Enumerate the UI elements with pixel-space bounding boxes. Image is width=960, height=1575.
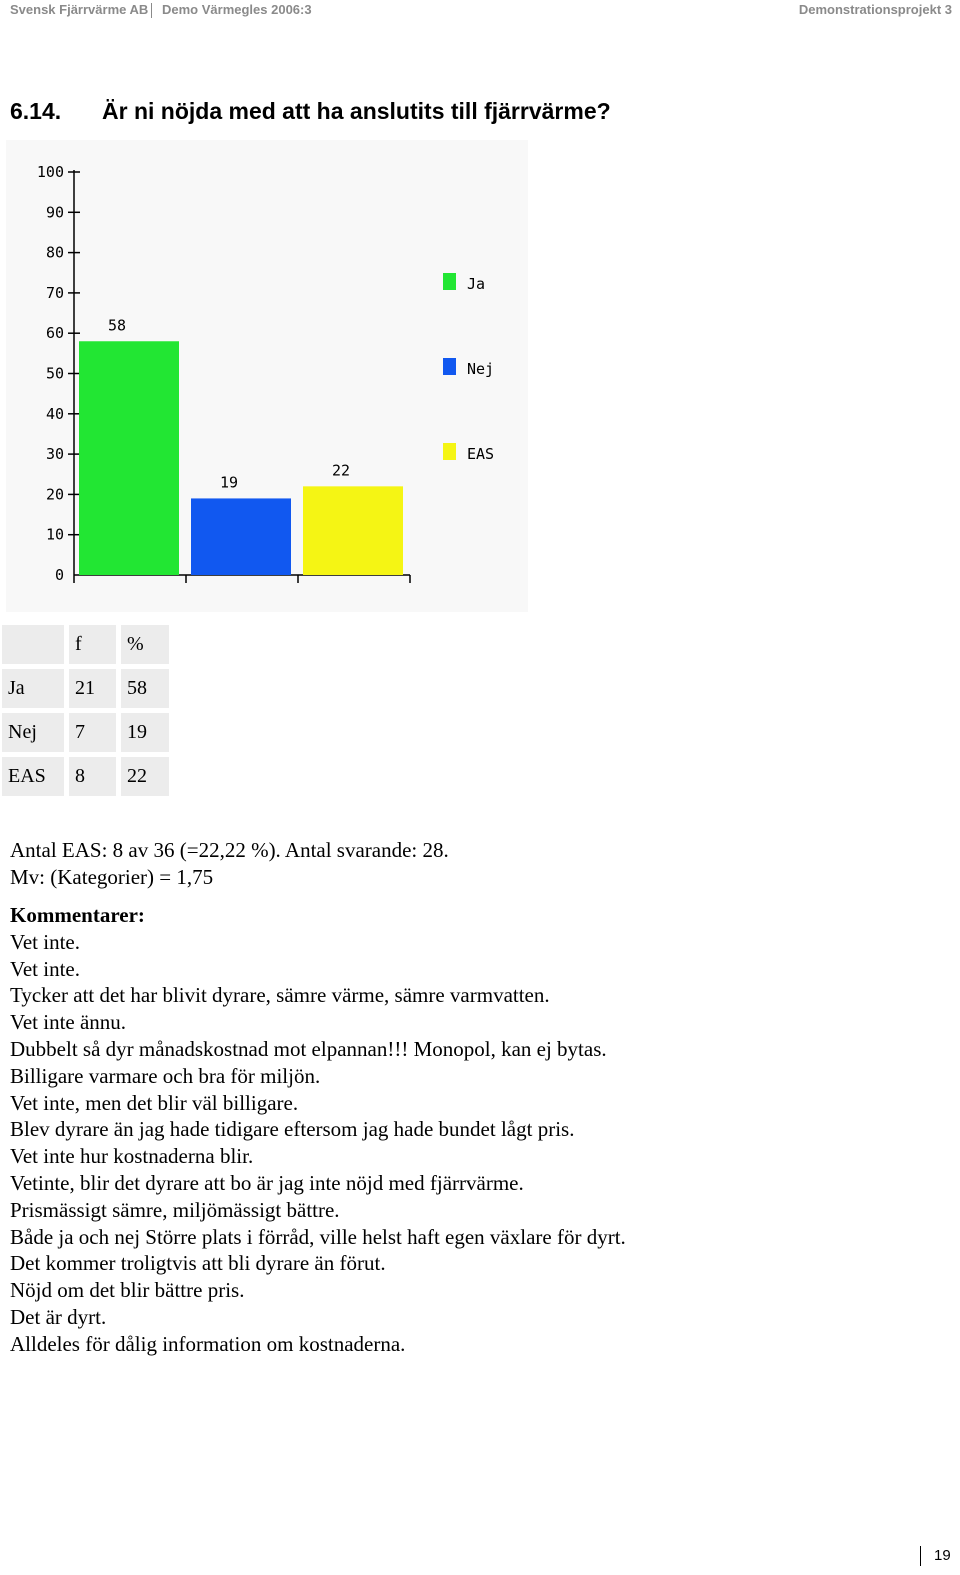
- bar-nej: [191, 498, 291, 575]
- comment-item: Dubbelt så dyr månadskostnad mot elpannan!!! Monopol, kan ej bytas.: [10, 1036, 607, 1061]
- y-tick-label: 50: [45, 364, 64, 383]
- comment-item: Vet inte hur kostnaderna blir.: [10, 1144, 254, 1169]
- legend-swatch: [443, 358, 456, 375]
- legend-swatch: [443, 443, 456, 460]
- data-label: 22: [331, 461, 351, 480]
- comment-item: Vetinte, blir det dyrare att bo är jag inte nöjd med fjärrvärme.: [10, 1170, 524, 1195]
- comment-item: Vet inte, men det blir väl billigare.: [10, 1090, 299, 1115]
- table-cell: Nej: [2, 713, 64, 752]
- comments-section: [10, 902, 626, 1358]
- y-tick-label: 80: [45, 243, 64, 262]
- y-tick-label: 100: [36, 163, 64, 181]
- table-row: [2, 757, 169, 796]
- comment-item: Det är dyrt.: [10, 1304, 107, 1329]
- table-row: [2, 669, 169, 708]
- data-label: 19: [219, 473, 239, 492]
- comment-item: Alldeles för dålig information om kostnaderna.: [10, 1331, 406, 1356]
- table-cell: EAS: [2, 757, 64, 796]
- comment-item: Billigare varmare och bra för miljön.: [10, 1063, 321, 1088]
- y-tick-label: 30: [45, 445, 64, 464]
- stats-line-eas: Antal EAS: 8 av 36 (=22,22 %). Antal svarande: 28.: [10, 838, 449, 862]
- data-label: 58: [107, 316, 127, 335]
- table-cell: f: [69, 625, 116, 664]
- comment-item: Det kommer troligtvis att bli dyrare än förut.: [10, 1251, 386, 1276]
- table-cell: 19: [121, 713, 169, 752]
- header-separator: [151, 3, 152, 18]
- comment-item: Vet inte.: [10, 956, 80, 981]
- comment-list: [10, 929, 626, 1358]
- y-tick-label: 0: [54, 566, 64, 584]
- table-cell: [2, 625, 64, 664]
- comment-item: Blev dyrare än jag hade tidigare eftersom jag hade bundet lågt pris.: [10, 1117, 575, 1142]
- comment-item: Prismässigt sämre, miljömässigt bättre.: [10, 1197, 340, 1222]
- page-header: [0, 2, 960, 20]
- y-tick-label: 70: [45, 283, 64, 302]
- document-title: Demo Värmegles 2006:3: [162, 2, 312, 17]
- summary-stats: [10, 837, 449, 891]
- table-cell: 21: [69, 669, 116, 708]
- question-title: Är ni nöjda med att ha anslutits till fjärrvärme?: [102, 98, 611, 124]
- bar-ja: [79, 341, 179, 575]
- comment-item: Både ja och nej Större plats i förråd, ville helst haft egen växlare för dyrt.: [10, 1224, 626, 1249]
- comment-item: Tycker att det har blivit dyrare, sämre värme, sämre varmvatten.: [10, 983, 550, 1008]
- legend-label: Ja: [467, 275, 486, 293]
- footer-divider: [920, 1546, 921, 1566]
- comments-label: Kommentarer:: [10, 903, 145, 927]
- y-tick-label: 40: [45, 404, 64, 423]
- question-number: 6.14.: [10, 98, 62, 124]
- table-cell: 8: [69, 757, 116, 796]
- legend-label: Nej: [467, 360, 495, 378]
- comment-item: Vet inte.: [10, 929, 80, 954]
- table-cell: 7: [69, 713, 116, 752]
- table-cell: 22: [121, 757, 169, 796]
- table-cell: %: [121, 625, 169, 664]
- table-header-row: [2, 625, 169, 664]
- question-heading: [10, 98, 611, 125]
- stats-line-mean: Mv: (Kategorier) = 1,75: [10, 865, 214, 889]
- bar-eas: [303, 486, 403, 575]
- bar-chart: [6, 140, 528, 612]
- y-tick-label: 90: [45, 203, 64, 222]
- table-cell: Ja: [2, 669, 64, 708]
- y-tick-label: 20: [45, 485, 64, 504]
- legend-label: EAS: [467, 445, 495, 463]
- table-cell: 58: [121, 669, 169, 708]
- company-name: Svensk Fjärrvärme AB: [10, 2, 149, 17]
- table-row: [2, 713, 169, 752]
- project-name: Demonstrationsprojekt 3: [798, 2, 952, 17]
- comment-item: Vet inte ännu.: [10, 1010, 127, 1035]
- comment-item: Nöjd om det blir bättre pris.: [10, 1278, 245, 1303]
- y-tick-label: 60: [45, 324, 64, 343]
- frequency-table: [0, 620, 174, 801]
- page-number: 19: [934, 1547, 951, 1564]
- chart-canvas: [6, 140, 528, 612]
- legend-swatch: [443, 273, 456, 290]
- y-tick-label: 10: [45, 525, 64, 544]
